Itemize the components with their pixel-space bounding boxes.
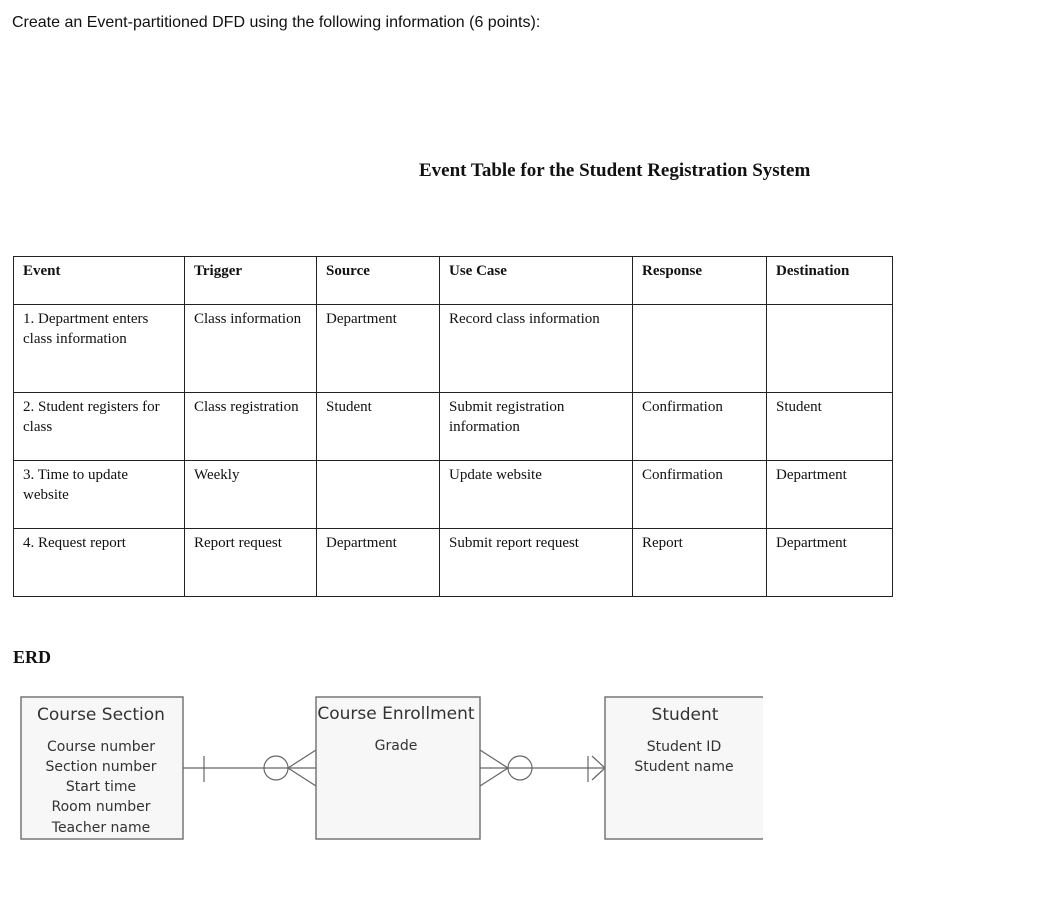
table-cell: Student — [317, 393, 440, 461]
table-cell: Department — [317, 305, 440, 393]
table-cell: Department — [317, 529, 440, 597]
entity-attribute: Start time — [65, 779, 137, 795]
table-cell: Report request — [185, 529, 317, 597]
table-cell: Confirmation — [633, 393, 767, 461]
crowfoot-marker — [480, 768, 508, 786]
event-table-title: Event Table for the Student Registration System — [419, 160, 811, 181]
column-header: Response — [633, 257, 767, 305]
entity-attribute: Teacher name — [51, 820, 151, 836]
column-header: Destination — [767, 257, 893, 305]
entity-attribute: Student ID — [646, 739, 722, 755]
entity-student — [605, 697, 763, 839]
table-cell: Class information — [185, 305, 317, 393]
crowfoot-marker — [480, 750, 508, 768]
relationship-section-enrollment — [183, 750, 316, 786]
table-cell: Department — [767, 461, 893, 529]
crowfoot-marker — [592, 768, 605, 780]
entity-attribute: Room number — [51, 799, 151, 815]
table-cell: 1. Department enters class information — [14, 305, 185, 393]
crowfoot-marker — [288, 750, 316, 768]
column-header: Trigger — [185, 257, 317, 305]
table-cell: Department — [767, 529, 893, 597]
table-cell: 4. Request report — [14, 529, 185, 597]
relationship-enrollment-student — [480, 750, 605, 786]
entity-attribute: Course number — [47, 739, 155, 755]
entity-name: Student — [651, 705, 719, 725]
table-cell: Student — [767, 393, 893, 461]
entity-course-section — [21, 697, 183, 839]
table-cell: Submit report request — [440, 529, 633, 597]
crowfoot-marker — [288, 768, 316, 786]
table-cell: Update website — [440, 461, 633, 529]
table-cell: Confirmation — [633, 461, 767, 529]
table-cell: Weekly — [185, 461, 317, 529]
crowfoot-marker — [592, 756, 605, 768]
table-cell: 2. Student registers for class — [14, 393, 185, 461]
column-header: Event — [14, 257, 185, 305]
table-cell: Class registration — [185, 393, 317, 461]
table-cell: 3. Time to update website — [14, 461, 185, 529]
entity-attribute: Grade — [374, 738, 418, 754]
instruction-text: Create an Event-partitioned DFD using the following information (6 points): — [12, 14, 541, 31]
column-header: Use Case — [440, 257, 633, 305]
entity-name: Course Enrollment — [317, 704, 475, 724]
table-cell: Record class information — [440, 305, 633, 393]
column-header: Source — [317, 257, 440, 305]
entity-name: Course Section — [37, 705, 165, 725]
table-cell: Submit registration information — [440, 393, 633, 461]
entity-attribute: Section number — [45, 759, 157, 775]
entity-attribute: Student name — [634, 759, 734, 775]
table-cell: Report — [633, 529, 767, 597]
erd-title: ERD — [13, 647, 52, 667]
entity-course-enrollment — [316, 697, 480, 839]
